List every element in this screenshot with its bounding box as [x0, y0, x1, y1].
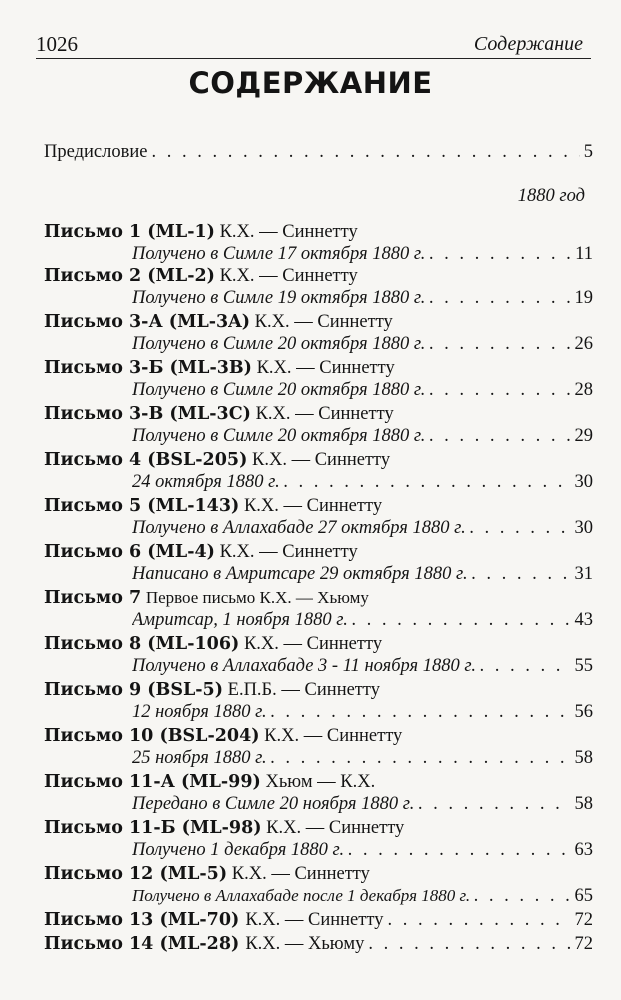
letter-parties: К.Х. — Синнетту [245, 910, 384, 930]
letter-page: 56 [574, 702, 593, 722]
letter-parties: К.Х. — Синнетту [219, 222, 358, 242]
letter-code: Письмо 10 (BSL-204) [44, 726, 260, 746]
letter-code: Письмо 2 (ML-2) [44, 266, 215, 286]
dot-leader [348, 840, 570, 861]
dot-leader [429, 244, 571, 265]
toc-entry-detail[interactable] [132, 794, 593, 815]
letter-page: 31 [574, 564, 593, 584]
dot-leader [470, 518, 571, 539]
dot-leader [480, 656, 571, 677]
letter-page: 29 [574, 426, 593, 446]
toc-entry-title[interactable] [44, 680, 597, 701]
letter-code: Письмо 9 (BSL-5) [44, 680, 224, 700]
toc-entry-title[interactable] [44, 358, 597, 379]
dot-leader [474, 886, 570, 907]
letter-code: Письмо 14 (ML-28) [44, 934, 240, 954]
toc-entry-title[interactable] [44, 910, 593, 931]
letter-code: Письмо 8 (ML-106) [44, 634, 240, 654]
letter-page: 65 [574, 886, 593, 906]
letter-page: 72 [574, 910, 593, 930]
toc-entry-detail[interactable] [132, 288, 593, 309]
toc-entry-title[interactable] [44, 726, 597, 747]
letter-detail: Получено в Симле 20 октября 1880 г. [132, 380, 426, 400]
letter-parties: К.Х. — Синнетту [243, 634, 383, 654]
letter-code: Письмо 6 (ML-4) [44, 542, 215, 562]
letter-parties: К.Х. — Синнетту [266, 818, 405, 838]
letter-parties: К.Х. — Синнетту [255, 404, 394, 424]
toc-entry-title[interactable] [44, 772, 597, 793]
letter-code: Письмо 3-В (ML-3C) [44, 404, 251, 424]
toc-entry-title[interactable] [44, 312, 597, 333]
toc-entry-title[interactable] [44, 864, 597, 885]
letter-page: 28 [574, 380, 593, 400]
toc-entry-detail[interactable] [132, 656, 593, 677]
letter-detail: Получено в Аллахабаде 3 - 11 ноября 1880 г. [132, 656, 476, 676]
dot-leader [387, 910, 570, 931]
letter-parties: Хьюм — К.Х. [265, 772, 376, 792]
dot-leader [271, 748, 571, 769]
letter-page: 43 [574, 610, 593, 630]
letter-code: Письмо 7 [44, 588, 142, 608]
letter-code: Письмо 4 (BSL-205) [44, 450, 248, 470]
letter-code: Письмо 3-А (ML-3A) [44, 312, 251, 332]
letter-code: Письмо 5 (ML-143) [44, 496, 240, 516]
letter-page: 26 [574, 334, 593, 354]
letter-detail: Написано в Амритсаре 29 октября 1880 г. [132, 564, 468, 584]
letter-parties: К.Х. — Синнетту [231, 864, 370, 884]
letter-code: Письмо 11-А (ML-99) [44, 772, 261, 792]
toc-entry-detail[interactable] [132, 380, 593, 401]
toc-entry-detail[interactable] [132, 748, 593, 769]
toc-entry-detail[interactable] [132, 886, 593, 907]
page-title: СОДЕРЖАНИЕ [188, 66, 433, 100]
toc-entry-title[interactable] [44, 450, 597, 471]
running-title: Содержание [473, 33, 583, 55]
letter-detail: Получено в Аллахабаде после 1 декабря 1880 г. [132, 886, 471, 905]
toc-entry-detail[interactable] [132, 244, 593, 265]
page-number: 1026 [36, 32, 78, 56]
letter-page: 11 [575, 244, 593, 264]
letter-page: 30 [574, 518, 593, 538]
toc-preface-label: Предисловие [44, 142, 148, 162]
toc-entry-detail[interactable] [132, 840, 593, 861]
dot-leader [368, 934, 570, 955]
letter-parties: К.Х. — Синнетту [243, 496, 383, 516]
toc-entry-title[interactable] [44, 496, 597, 517]
letter-page: 55 [574, 656, 593, 676]
letter-detail: Получено в Симле 20 октября 1880 г. [132, 334, 426, 354]
letter-detail: 12 ноября 1880 г. [132, 702, 267, 722]
letter-page: 19 [574, 288, 593, 308]
dot-leader [352, 610, 571, 631]
toc-entry-title[interactable] [44, 222, 597, 243]
toc-entry-title[interactable] [44, 934, 593, 955]
dot-leader [429, 334, 570, 355]
letter-parties: К.Х. — Синнетту [256, 358, 395, 378]
letter-detail: 24 октября 1880 г. [132, 472, 280, 492]
letter-parties: К.Х. — Синнетту [254, 312, 393, 332]
letter-parties: К.Х. — Синнетту [219, 266, 358, 286]
toc-entry-title[interactable] [44, 588, 597, 609]
toc-entry-detail[interactable] [132, 518, 593, 539]
letter-code: Письмо 11-Б (ML-98) [44, 818, 262, 838]
letter-code: Письмо 12 (ML-5) [44, 864, 228, 884]
dot-leader [472, 564, 571, 585]
toc-preface[interactable] [44, 142, 593, 163]
dot-leader [429, 288, 570, 309]
letter-detail: Передано в Симле 20 ноября 1880 г. [132, 794, 415, 814]
letter-page: 58 [574, 794, 593, 814]
toc-entry-title[interactable] [44, 542, 597, 563]
toc-entry-detail[interactable] [132, 610, 593, 631]
toc-entry-title[interactable] [44, 634, 597, 655]
letter-parties: К.Х. — Хьюму [245, 934, 365, 954]
toc-entry-detail[interactable] [132, 472, 593, 493]
toc-entry-title[interactable] [44, 266, 597, 287]
toc-entry-detail[interactable] [132, 564, 593, 585]
letter-detail: Получено 1 декабря 1880 г. [132, 840, 345, 860]
toc-entry-title[interactable] [44, 404, 597, 425]
letter-parties: К.Х. — Синнетту [219, 542, 358, 562]
dot-leader [271, 702, 571, 723]
toc-entry-title[interactable] [44, 818, 597, 839]
letter-code: Письмо 3-Б (ML-3B) [44, 358, 252, 378]
letter-detail: Амритсар, 1 ноября 1880 г. [132, 610, 348, 630]
dot-leader [284, 472, 571, 493]
dot-leader [151, 142, 579, 163]
toc-entry-detail[interactable] [132, 334, 593, 355]
letter-page: 58 [574, 748, 593, 768]
toc-entry-detail[interactable] [132, 702, 593, 723]
dot-leader [429, 380, 570, 401]
letter-parties: Е.П.Б. — Синнетту [227, 680, 380, 700]
dot-leader [429, 426, 570, 447]
letter-detail: Получено в Симле 19 октября 1880 г. [132, 288, 426, 308]
toc-preface-page: 5 [583, 142, 593, 162]
letter-page: 72 [574, 934, 593, 954]
letter-detail: 25 ноября 1880 г. [132, 748, 267, 768]
section-year: 1880 год [517, 186, 585, 206]
letter-code: Письмо 13 (ML-70) [44, 910, 240, 930]
letter-detail: Получено в Аллахабаде 27 октября 1880 г. [132, 518, 466, 538]
letter-detail: Получено в Симле 17 октября 1880 г. [132, 244, 426, 264]
letter-code: Письмо 1 (ML-1) [44, 222, 215, 242]
letter-parties: К.Х. — Синнетту [252, 450, 391, 470]
dot-leader [418, 794, 570, 815]
letter-parties: К.Х. — Синнетту [264, 726, 403, 746]
running-head [36, 32, 591, 59]
letter-page: 30 [574, 472, 593, 492]
letter-detail: Получено в Симле 20 октября 1880 г. [132, 426, 426, 446]
letter-parties: Первое письмо К.Х. — Хьюму [145, 588, 369, 607]
toc-entry-detail[interactable] [132, 426, 593, 447]
letter-page: 63 [574, 840, 593, 860]
